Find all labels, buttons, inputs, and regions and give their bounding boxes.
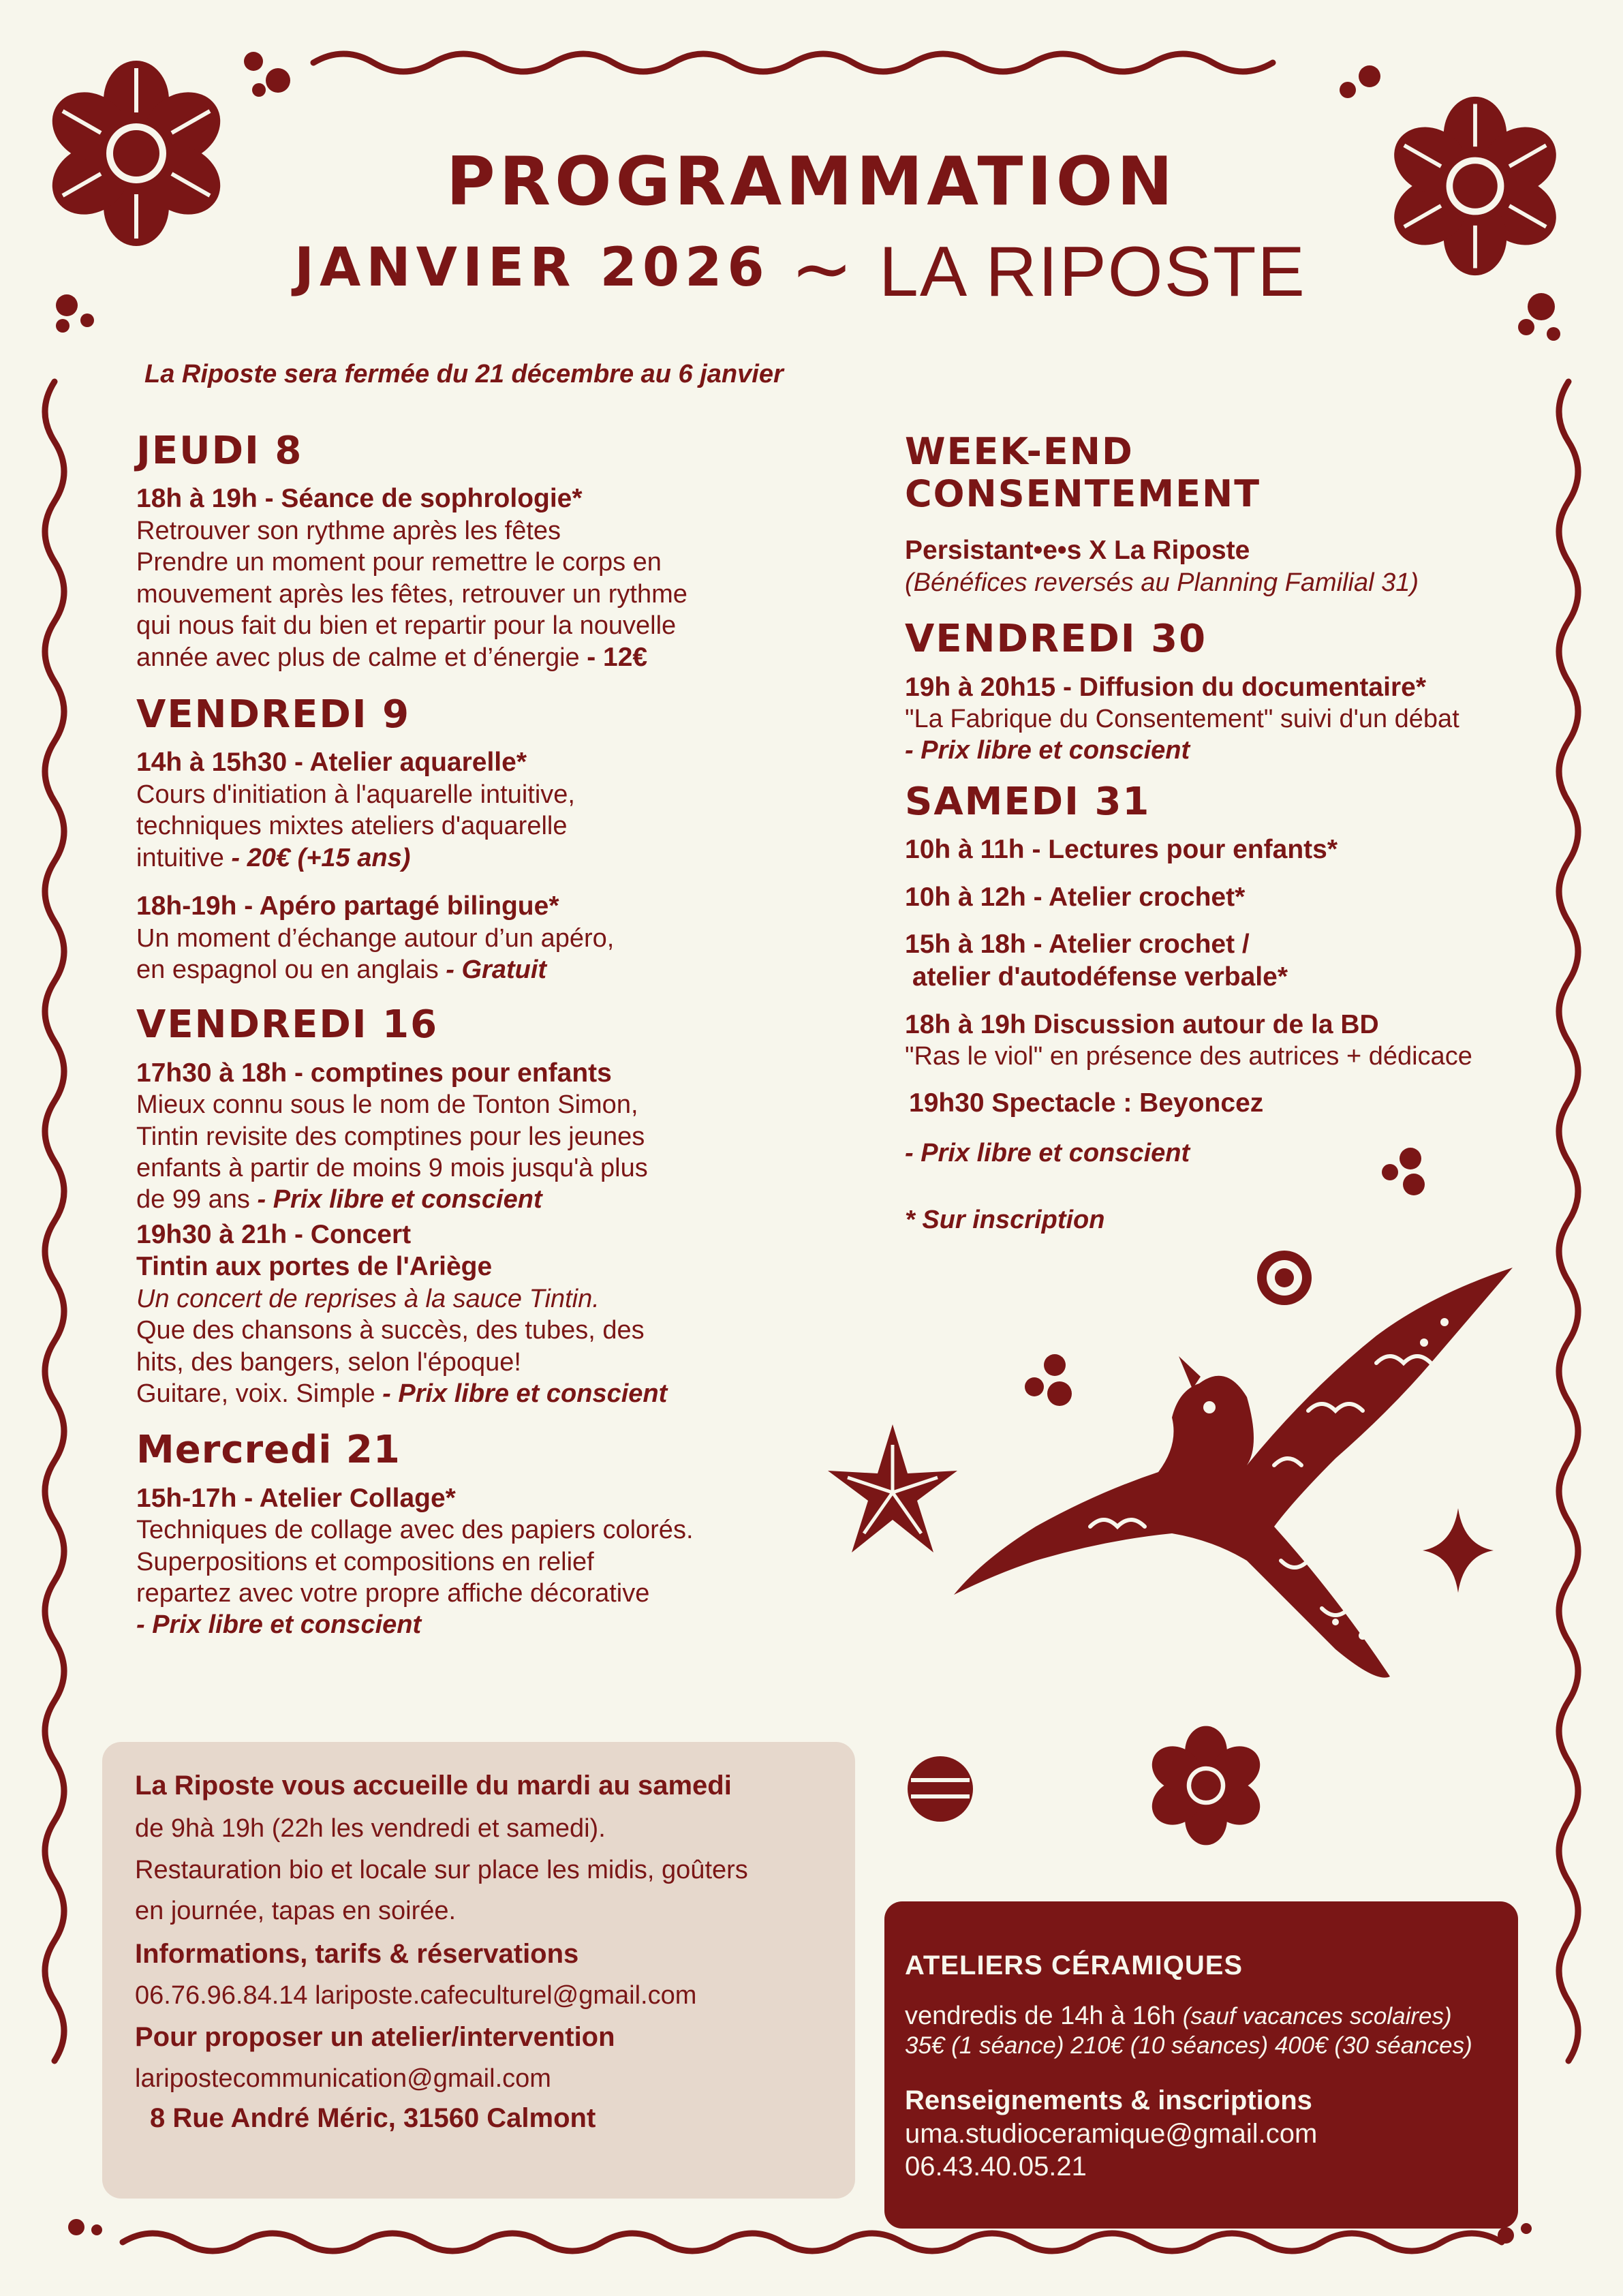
event-price: - 20€ (+15 ans) — [223, 843, 411, 872]
event-desc: intuitive — [136, 843, 224, 872]
event-desc: Techniques de collage avec des papiers colorés. — [136, 1516, 694, 1545]
event-title: 14h à 15h30 - Atelier aquarelle* — [136, 748, 527, 778]
event-desc: Retrouver son rythme après les fêtes — [136, 516, 561, 545]
event-desc: Un moment d’échange autour d’un apéro, — [136, 923, 615, 953]
event-price: - Prix libre et conscient — [905, 736, 1190, 765]
left-column — [136, 429, 865, 1641]
day-heading: VENDREDI 30 — [905, 617, 1207, 662]
event-title: atelier d'autodéfense verbale* — [905, 962, 1288, 992]
event-price: - Prix libre et conscient — [905, 1139, 1190, 1168]
ceramics-schedule-note: (sauf vacances scolaires) — [1182, 2002, 1452, 2030]
info-line: en journée, tapas en soirée. — [135, 1897, 457, 1926]
info-box — [102, 1742, 855, 2199]
event-desc: de 99 ans — [136, 1185, 250, 1214]
event-desc: Prendre un moment pour remettre le corps en — [136, 548, 662, 577]
event-desc: repartez avec votre propre affiche décorative — [136, 1579, 650, 1608]
event-desc: Cours d'initiation à l'aquarelle intuitive, — [136, 780, 575, 809]
ceramics-heading: ATELIERS CÉRAMIQUES — [905, 1950, 1243, 1980]
event-title: 10h à 12h - Atelier crochet* — [905, 882, 1246, 912]
event-desc: Guitare, voix. Simple — [136, 1379, 375, 1408]
event-title: 19h30 Spectacle : Beyoncez — [909, 1088, 1264, 1118]
ceramics-phone[interactable]: 06.43.40.05.21 — [905, 2152, 1087, 2182]
bird-illustration — [954, 1240, 1526, 1758]
event-price: - Prix libre et conscient — [375, 1379, 668, 1408]
event-desc: "La Fabrique du Consentement" suivi d'un débat — [905, 705, 1459, 734]
right-column — [905, 431, 1545, 1236]
event-subtitle: Tintin aux portes de l'Ariège — [136, 1252, 493, 1282]
page-title: PROGRAMMATION — [446, 143, 1177, 221]
info-line: Restauration bio et locale sur place les midis, goûters — [135, 1855, 748, 1884]
month-label: JANVIER 2026 — [294, 237, 770, 299]
day-heading: VENDREDI 9 — [136, 692, 411, 737]
ceramics-email[interactable]: uma.studioceramique@gmail.com — [905, 2118, 1318, 2149]
event-desc: en espagnol ou en anglais — [136, 955, 439, 984]
event-title: 18h-19h - Apéro partagé bilingue* — [136, 891, 559, 921]
event-desc: qui nous fait du bien et repartir pour la nouvelle — [136, 611, 677, 641]
event-price: - 12€ — [587, 643, 648, 673]
day-heading: Mercredi 21 — [136, 1428, 401, 1473]
event-price: - Gratuit — [438, 955, 547, 984]
ceramics-box — [884, 1901, 1518, 2229]
info-heading: La Riposte vous accueille du mardi au samedi — [135, 1771, 732, 1801]
partner-line: Persistant•e•s X La Riposte — [905, 536, 1250, 566]
day-heading: JEUDI 8 — [136, 429, 303, 473]
day-heading: VENDREDI 16 — [136, 1002, 439, 1047]
event-title: 18h à 19h Discussion autour de la BD — [905, 1009, 1379, 1039]
ceramics-schedule: vendredis de 14h à 16h — [905, 2001, 1176, 2030]
closure-note: La Riposte sera fermée du 21 décembre au 6 janvier — [144, 360, 784, 388]
event-desc: mouvement après les fêtes, retrouver un rythme — [136, 579, 687, 609]
event-price: - Prix libre et conscient — [249, 1185, 542, 1214]
flower-icon — [1145, 1724, 1267, 1847]
day-heading: SAMEDI 31 — [905, 779, 1151, 824]
event-desc: Mieux connu sous le nom de Tonton Simon, — [136, 1090, 638, 1120]
weekend-heading: WEEK-END — [905, 430, 1134, 473]
footnote: * Sur inscription — [905, 1206, 1105, 1235]
event-desc: Un concert de reprises à la sauce Tintin. — [136, 1284, 600, 1313]
ceramics-contact-heading: Renseignements & inscriptions — [905, 2085, 1312, 2115]
event-title: 19h à 20h15 - Diffusion du documentaire* — [905, 672, 1426, 702]
venue-name: LA RIPOSTE — [879, 232, 1306, 311]
event-desc: enfants à partir de moins 9 mois jusqu'à plus — [136, 1154, 648, 1183]
event-desc: "Ras le viol" en présence des autrices + dédicace — [905, 1042, 1472, 1071]
event-price: - Prix libre et conscient — [136, 1610, 422, 1640]
star-icon — [811, 1418, 974, 1567]
event-title: 10h à 11h - Lectures pour enfants* — [905, 835, 1338, 865]
event-title: 15h à 18h - Atelier crochet / — [905, 930, 1250, 960]
event-title: 17h30 à 18h - comptines pour enfants — [136, 1058, 612, 1088]
info-line: de 9hà 19h (22h les vendredi et samedi). — [135, 1813, 606, 1843]
event-desc: Superpositions et compositions en relief — [136, 1547, 594, 1576]
tilde-separator: ~ — [790, 225, 854, 312]
weekend-heading: CONSENTEMENT — [905, 472, 1261, 516]
decor-dots-icon — [1370, 1138, 1444, 1213]
propose-email[interactable]: lariposteсommunication@gmail.com — [135, 2064, 551, 2093]
info-subheading: Pour proposer un atelier/intervention — [135, 2021, 615, 2052]
event-title: 19h30 à 21h - Concert — [136, 1219, 412, 1249]
event-title: 15h-17h - Atelier Collage* — [136, 1483, 456, 1513]
event-desc: techniques mixtes ateliers d'aquarelle — [136, 812, 568, 841]
event-desc: année avec plus de calme et d’énergie — [136, 643, 580, 673]
event-desc: Que des chansons à succès, des tubes, des — [136, 1316, 645, 1345]
info-subheading: Informations, tarifs & réservations — [135, 1939, 579, 1970]
address: 8 Rue André Méric, 31560 Calmont — [150, 2103, 596, 2134]
benefits-note: (Bénéfices reversés au Planning Familial 31) — [905, 568, 1419, 597]
event-desc: Tintin revisite des comptines pour les jeunes — [136, 1122, 645, 1151]
striped-ball-icon — [903, 1751, 978, 1826]
ceramics-prices: 35€ (1 séance) 210€ (10 séances) 400€ (30 séances) — [905, 2032, 1472, 2060]
contact-line[interactable]: 06.76.96.84.14 lariposte.cafeculturel@gmail.com — [135, 1980, 697, 2010]
event-title: 18h à 19h - Séance de sophrologie* — [136, 484, 583, 514]
event-desc: hits, des bangers, selon l'époque! — [136, 1347, 521, 1377]
